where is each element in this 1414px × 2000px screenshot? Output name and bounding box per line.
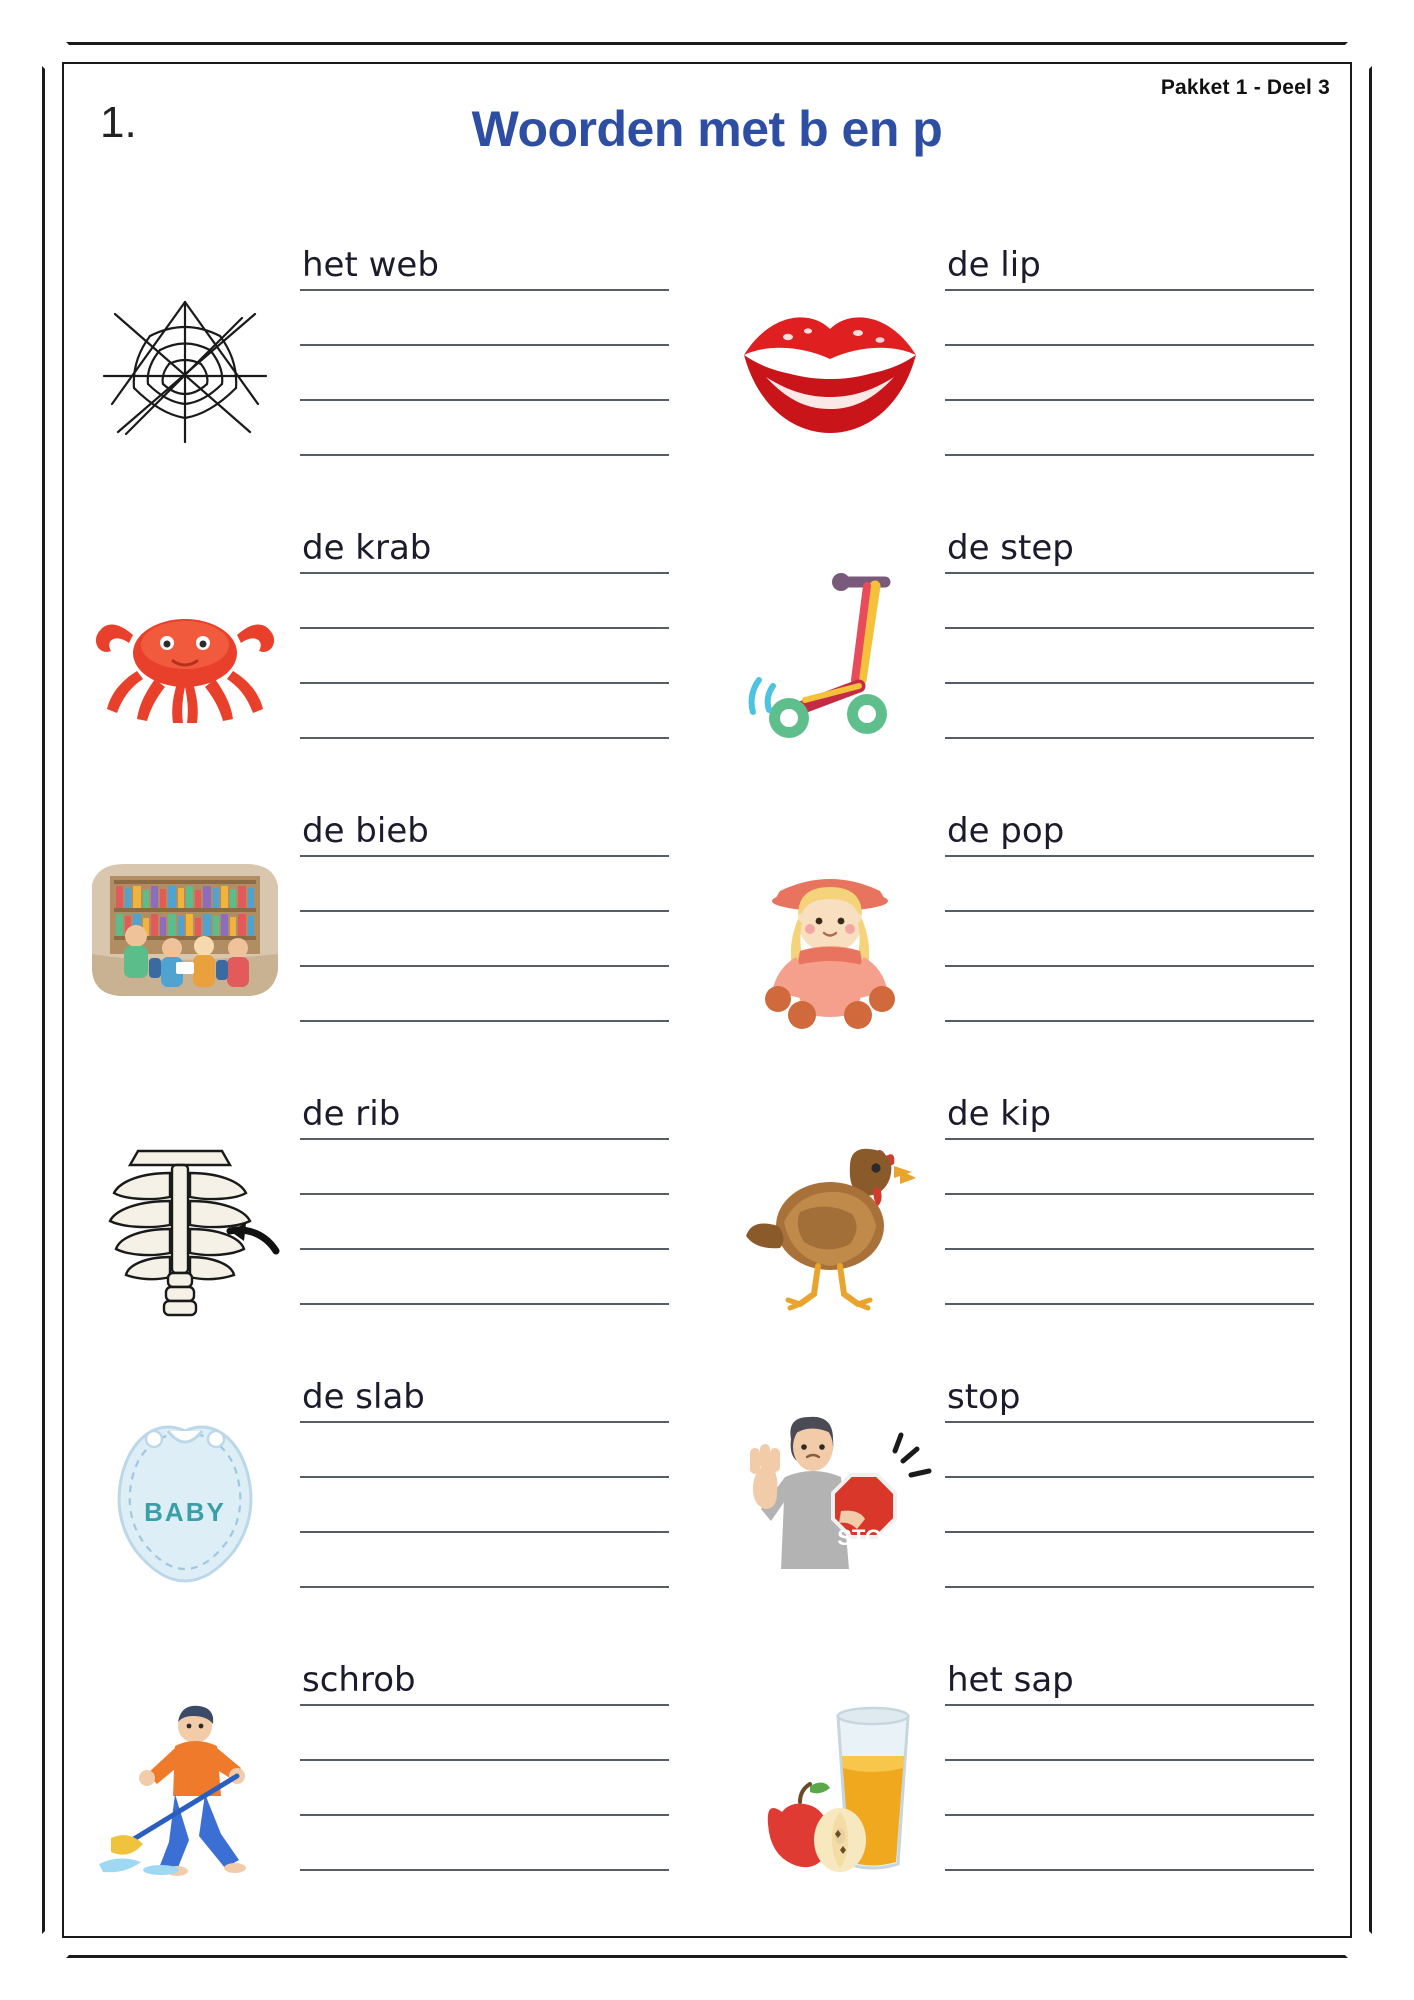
writing-rule <box>945 965 1314 967</box>
writing-rule <box>300 910 669 912</box>
answer-lines <box>300 1645 707 1928</box>
worksheet-grid <box>62 230 1352 1928</box>
word-text: de kip <box>947 1094 1052 1134</box>
blank-line[interactable] <box>945 348 1314 403</box>
answer-lines <box>945 230 1352 513</box>
worksheet-row <box>62 1645 1352 1928</box>
worksheet-item <box>707 1079 1352 1362</box>
blank-line[interactable] <box>300 293 669 348</box>
writing-rule <box>300 1531 669 1533</box>
writing-rule <box>300 399 669 401</box>
writing-rule <box>300 627 669 629</box>
blank-line[interactable] <box>945 631 1314 686</box>
word-line <box>945 1653 1314 1708</box>
blank-line[interactable] <box>300 1142 669 1197</box>
writing-rule <box>300 1704 669 1706</box>
writing-rule <box>945 1869 1314 1871</box>
blank-line[interactable] <box>945 1763 1314 1818</box>
word-text: de slab <box>302 1377 425 1417</box>
worksheet-item <box>707 1645 1352 1928</box>
worksheet-item <box>62 1645 707 1928</box>
crab-icon <box>70 513 300 796</box>
blank-line[interactable] <box>300 1252 669 1307</box>
writing-rule <box>300 1586 669 1588</box>
word-text: het sap <box>947 1660 1074 1700</box>
worksheet-item <box>62 1079 707 1362</box>
svg-text:BABY: BABY <box>144 1496 226 1527</box>
answer-lines <box>945 1362 1352 1645</box>
blank-line[interactable] <box>300 859 669 914</box>
worksheet-row <box>62 1079 1352 1362</box>
writing-rule <box>945 1421 1314 1423</box>
writing-rule <box>945 1248 1314 1250</box>
writing-rule <box>300 1138 669 1140</box>
writing-rule <box>300 682 669 684</box>
word-line <box>945 1087 1314 1142</box>
worksheet-item <box>707 796 1352 1079</box>
blank-line[interactable] <box>300 969 669 1024</box>
blank-line[interactable] <box>300 631 669 686</box>
packet-label: Pakket 1 - Deel 3 <box>1160 76 1330 99</box>
blank-line[interactable] <box>300 1763 669 1818</box>
stop-sign-person-icon <box>715 1362 945 1645</box>
library-icon <box>70 796 300 1079</box>
blank-line[interactable] <box>300 914 669 969</box>
blank-line[interactable] <box>945 403 1314 458</box>
writing-rule <box>945 1814 1314 1816</box>
blank-line[interactable] <box>945 1197 1314 1252</box>
word-line <box>300 1087 669 1142</box>
kick-scooter-icon <box>715 513 945 796</box>
writing-rule <box>945 737 1314 739</box>
word-text: schrob <box>302 1660 416 1700</box>
blank-line[interactable] <box>945 1252 1314 1307</box>
writing-rule <box>945 1759 1314 1761</box>
writing-rule <box>945 627 1314 629</box>
writing-rule <box>945 1531 1314 1533</box>
answer-lines <box>300 1362 707 1645</box>
writing-rule <box>300 1759 669 1761</box>
answer-lines <box>945 1079 1352 1362</box>
worksheet-item <box>707 513 1352 796</box>
blank-line[interactable] <box>300 1818 669 1873</box>
writing-rule <box>945 1704 1314 1706</box>
answer-lines <box>945 1645 1352 1928</box>
writing-rule <box>945 1476 1314 1478</box>
rag-doll-icon <box>715 796 945 1079</box>
blank-line[interactable] <box>945 859 1314 914</box>
blank-line[interactable] <box>300 403 669 458</box>
word-line <box>300 1370 669 1425</box>
blank-line[interactable] <box>945 1818 1314 1873</box>
writing-rule <box>300 965 669 967</box>
blank-line[interactable] <box>945 1535 1314 1590</box>
writing-rule <box>300 1476 669 1478</box>
blank-line[interactable] <box>300 1480 669 1535</box>
writing-rule <box>945 1303 1314 1305</box>
blank-line[interactable] <box>945 1708 1314 1763</box>
writing-rule <box>300 855 669 857</box>
blank-line[interactable] <box>945 686 1314 741</box>
blank-line[interactable] <box>945 914 1314 969</box>
answer-lines <box>300 796 707 1079</box>
writing-rule <box>300 1193 669 1195</box>
blank-line[interactable] <box>300 1708 669 1763</box>
writing-rule <box>945 399 1314 401</box>
word-text: de rib <box>302 1094 401 1134</box>
spider-web-icon <box>70 230 300 513</box>
writing-rule <box>300 344 669 346</box>
writing-rule <box>300 1303 669 1305</box>
word-line <box>300 1653 669 1708</box>
writing-rule <box>945 1193 1314 1195</box>
word-line <box>945 238 1314 293</box>
worksheet-item <box>62 796 707 1079</box>
blank-line[interactable] <box>300 1535 669 1590</box>
writing-rule <box>945 855 1314 857</box>
word-text: de pop <box>947 811 1065 851</box>
writing-rule <box>945 454 1314 456</box>
worksheet-item <box>62 1362 707 1645</box>
writing-rule <box>945 1020 1314 1022</box>
blank-line[interactable] <box>300 686 669 741</box>
worksheet-row <box>62 513 1352 796</box>
blank-line[interactable] <box>945 1425 1314 1480</box>
writing-rule <box>300 1020 669 1022</box>
writing-rule <box>300 737 669 739</box>
blank-line[interactable] <box>945 1142 1314 1197</box>
red-lips-icon <box>715 230 945 513</box>
blank-line[interactable] <box>300 348 669 403</box>
answer-lines <box>945 796 1352 1079</box>
word-text: de step <box>947 528 1074 568</box>
exercise-number: 1. <box>100 98 137 147</box>
blank-line[interactable] <box>945 293 1314 348</box>
answer-lines <box>300 230 707 513</box>
word-text: het web <box>302 245 439 285</box>
worksheet-item <box>707 1362 1352 1645</box>
writing-rule <box>300 572 669 574</box>
writing-rule <box>945 1138 1314 1140</box>
worksheet-row <box>62 230 1352 513</box>
worksheet-row <box>62 796 1352 1079</box>
answer-lines <box>945 513 1352 796</box>
writing-rule <box>300 454 669 456</box>
writing-rule <box>300 1248 669 1250</box>
word-line <box>300 804 669 859</box>
writing-rule <box>300 1814 669 1816</box>
word-line <box>300 238 669 293</box>
answer-lines <box>300 513 707 796</box>
writing-rule <box>300 1869 669 1871</box>
worksheet-item <box>707 230 1352 513</box>
blank-line[interactable] <box>945 576 1314 631</box>
rib-cage-icon <box>70 1079 300 1362</box>
answer-lines <box>300 1079 707 1362</box>
writing-rule <box>300 289 669 291</box>
worksheet-item <box>62 513 707 796</box>
blank-line[interactable] <box>300 1425 669 1480</box>
baby-bib-icon <box>70 1362 300 1645</box>
word-text: stop <box>947 1377 1021 1417</box>
writing-rule <box>300 1421 669 1423</box>
word-text: de bieb <box>302 811 429 851</box>
word-line <box>945 804 1314 859</box>
word-line <box>300 521 669 576</box>
writing-rule <box>945 910 1314 912</box>
writing-rule <box>945 572 1314 574</box>
blank-line[interactable] <box>945 969 1314 1024</box>
word-text: de lip <box>947 245 1041 285</box>
word-line <box>945 521 1314 576</box>
writing-rule <box>945 1586 1314 1588</box>
writing-rule <box>945 682 1314 684</box>
chicken-icon <box>715 1079 945 1362</box>
word-line <box>945 1370 1314 1425</box>
worksheet-row <box>62 1362 1352 1645</box>
blank-line[interactable] <box>300 576 669 631</box>
apple-juice-icon <box>715 1645 945 1928</box>
page-title: Woorden met b en p <box>471 101 943 157</box>
blank-line[interactable] <box>945 1480 1314 1535</box>
worksheet-header <box>62 62 1352 172</box>
worksheet-item <box>62 230 707 513</box>
svg-text:STOP: STOP <box>837 1524 897 1550</box>
word-text: de krab <box>302 528 432 568</box>
blank-line[interactable] <box>300 1197 669 1252</box>
writing-rule <box>945 344 1314 346</box>
writing-rule <box>945 289 1314 291</box>
mopping-person-icon <box>70 1645 300 1928</box>
